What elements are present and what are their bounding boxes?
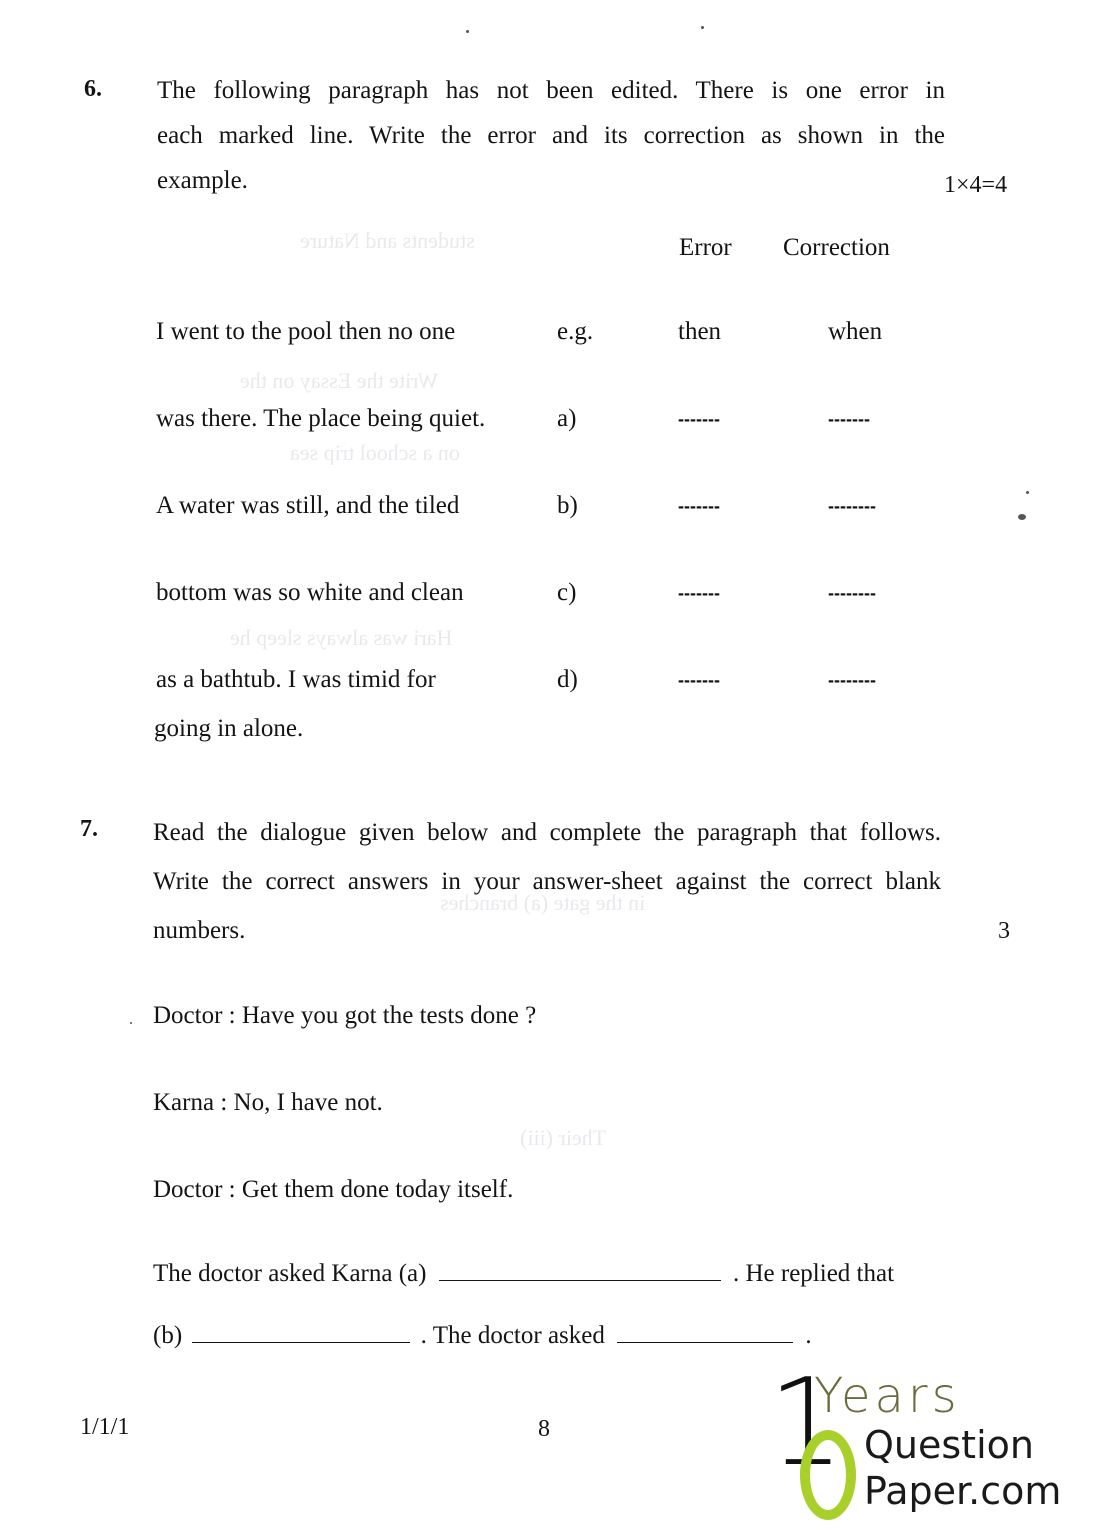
paragraph-line: I went to the pool then no one [156, 318, 456, 345]
logo-paper-text: Paper.com [864, 1469, 1062, 1513]
logo-years-text: Years [814, 1368, 961, 1424]
dialogue-line: Doctor : Have you got the tests done ? [153, 1002, 537, 1029]
question-instruction [157, 68, 945, 203]
scan-speck [701, 26, 704, 29]
marks-allocation: 1×4=4 [944, 172, 1008, 198]
paragraph-text: . He replied that [732, 1260, 895, 1287]
paragraph-line: as a bathtub. I was timid for [156, 666, 436, 693]
row-label: d) [557, 666, 578, 693]
error-row [0, 579, 1110, 619]
correction-blank: -------- [828, 670, 876, 690]
row-label: c) [557, 579, 577, 606]
error-row [0, 715, 1110, 755]
show-through-text: on a school trip sea [290, 440, 460, 465]
paragraph-text: The doctor asked Karna (a) [153, 1260, 427, 1287]
paragraph-text: . [805, 1322, 812, 1349]
instruction-line: numbers. [153, 917, 246, 944]
column-header-correction: Correction [783, 234, 890, 261]
show-through-text: students and Nature [300, 228, 475, 253]
paragraph-line: was there. The place being quiet. [156, 405, 486, 432]
question-instruction [153, 808, 941, 955]
marks-allocation: 3 [998, 918, 1010, 944]
column-header-error: Error [679, 234, 732, 261]
completion-paragraph-line [153, 1260, 943, 1288]
instruction-line: Write the correct answers in your answer-sheet against the correct blank [153, 868, 941, 895]
error-row [0, 405, 1110, 445]
correction-word: when [828, 318, 883, 345]
show-through-text: Hari was always sleep he [230, 625, 453, 650]
error-row [0, 666, 1110, 706]
row-label: e.g. [557, 318, 594, 345]
instruction-line: each marked line. Write the error and its correction as shown in the [157, 122, 945, 149]
error-row [0, 318, 1110, 358]
show-through-text: Their (iii) [520, 1125, 607, 1150]
correction-blank: -------- [828, 496, 876, 516]
question-number: 6. [84, 76, 102, 102]
instruction-line: The following paragraph has not been edited. There is one error in [157, 77, 945, 104]
correction-blank: ------- [828, 409, 870, 429]
error-blank: ------- [678, 496, 720, 516]
paragraph-line: bottom was so white and clean [156, 579, 464, 606]
scan-speck [1018, 514, 1026, 520]
logo-zero-ring-icon [800, 1430, 856, 1520]
row-label: a) [557, 405, 577, 432]
scan-speck [1026, 491, 1029, 494]
paper-code: 1/1/1 [80, 1414, 130, 1440]
paragraph-line: going in alone. [154, 715, 304, 742]
show-through-text: in the gate (a) branches [440, 890, 646, 915]
dialogue-line: Doctor : Get them done today itself. [153, 1176, 514, 1203]
error-blank: ------- [678, 670, 720, 690]
question-number: 7. [80, 816, 98, 842]
error-blank: ------- [678, 409, 720, 429]
error-blank: ------- [678, 583, 720, 603]
row-label: b) [557, 492, 578, 519]
scan-speck [466, 30, 469, 33]
dialogue-line: Karna : No, I have not. [153, 1089, 383, 1116]
blank-b [192, 1322, 410, 1343]
correction-blank: -------- [828, 583, 876, 603]
paragraph-text: (b) [153, 1322, 183, 1349]
paragraph-line: A water was still, and the tiled [156, 492, 460, 519]
logo-digit-one: 1 [768, 1354, 845, 1493]
instruction-line: Read the dialogue given below and complete the paragraph that follows. [153, 819, 941, 846]
logo-question-text: Question [864, 1423, 1034, 1467]
site-logo [762, 1354, 1082, 1530]
instruction-line: example. [157, 167, 248, 194]
scan-speck [130, 1022, 132, 1024]
blank-c [617, 1322, 793, 1343]
page-number: 8 [538, 1416, 550, 1442]
paragraph-text: . The doctor asked [420, 1322, 605, 1349]
error-row [0, 492, 1110, 532]
error-word: then [678, 318, 722, 345]
show-through-text: Write the Essay on the [240, 368, 439, 393]
completion-paragraph-line [153, 1322, 943, 1350]
blank-a [439, 1260, 721, 1281]
